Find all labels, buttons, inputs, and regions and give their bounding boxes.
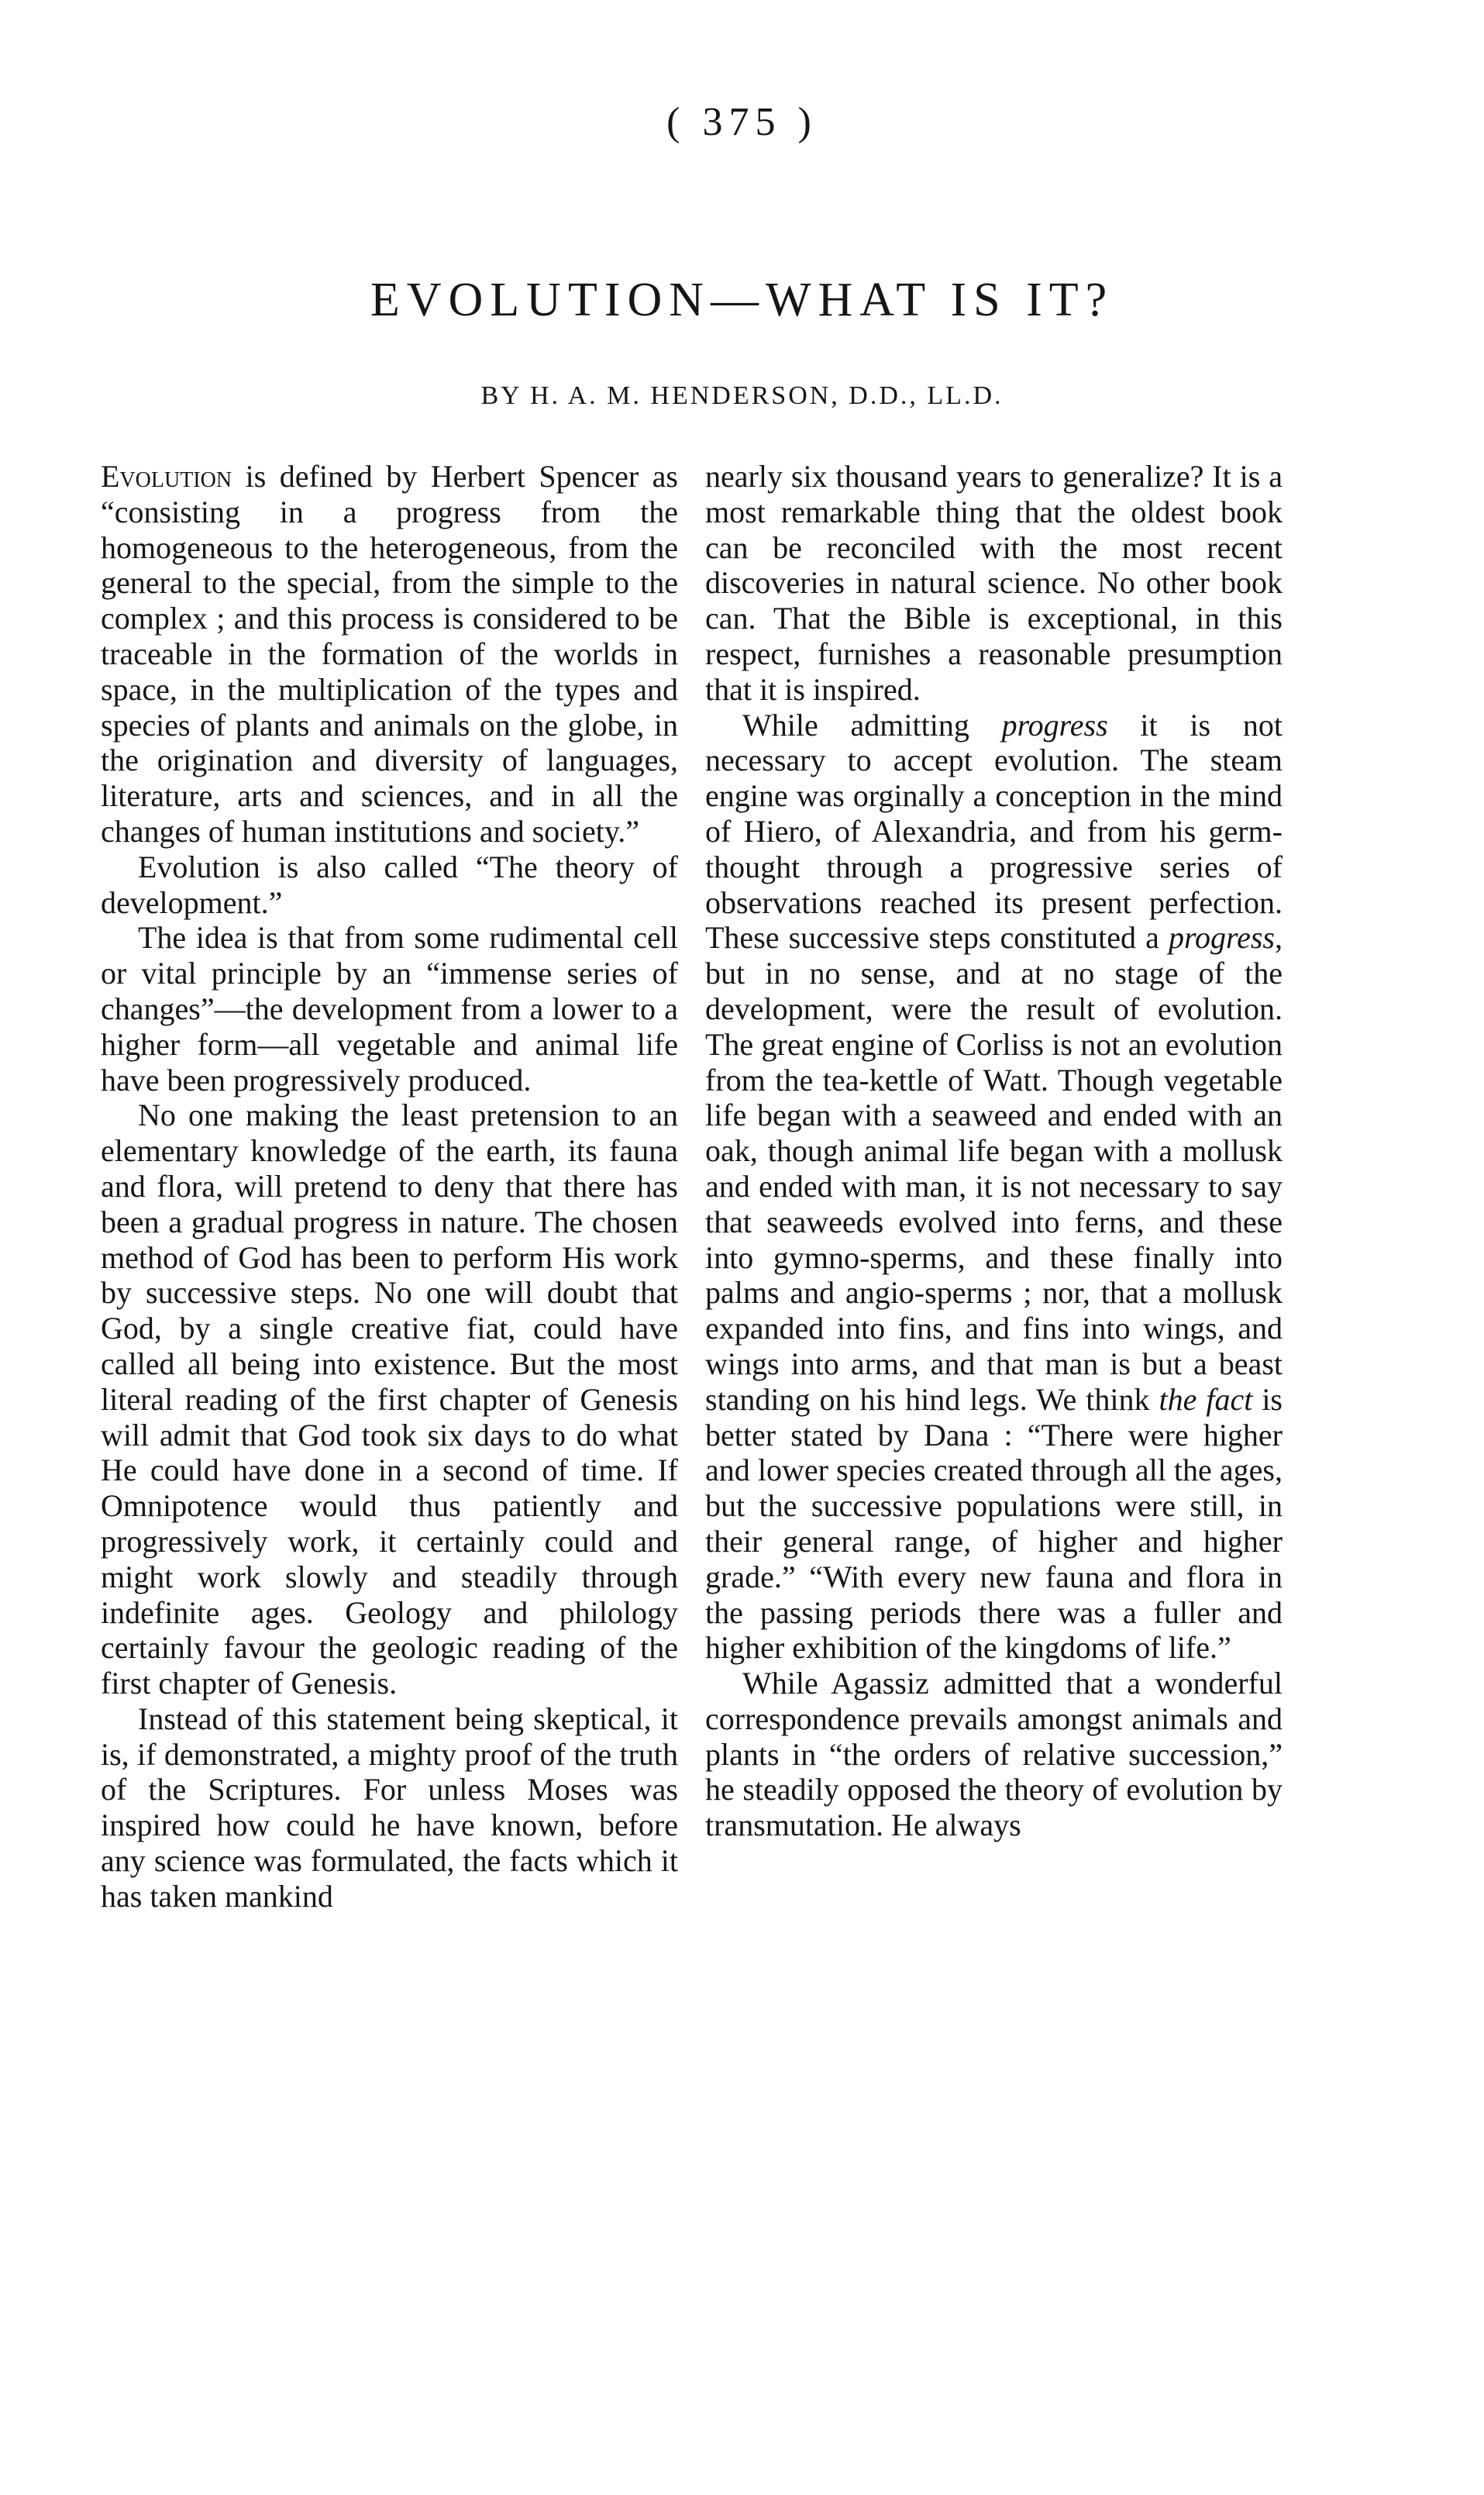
left-column — [101, 459, 678, 1914]
right-column — [705, 459, 1283, 1843]
paragraph — [101, 459, 678, 849]
byline: BY H. A. M. HENDERSON, D.D., LL.D. — [480, 381, 1004, 410]
paragraph-text: is better stated by Dana : “There were higher and lower species created through all the ages, but the successive populations were still, in their general range, of higher and higher grade.” “With every new fauna and flora in the passing periods there was a fuller and higher exhibition of the kingdoms of life.” — [705, 1381, 1283, 1666]
lead-word: Evolution — [101, 459, 232, 494]
paragraph-text: it is not necessary to accept evolution. The steam engine was orginally a conception in the mind of Hiero, of Alexandria, and from his germ-thought through a progressive series of observations reached its present perfection. These successive steps constituted a — [705, 707, 1283, 956]
paragraph: The idea is that from some rudimental cell or vital principle by an “immense series of changes”—the development from a lower to a higher form—all vegetable and animal life have been progressively produced. — [101, 920, 678, 1098]
article-title: EVOLUTION—WHAT IS IT? — [370, 274, 1114, 326]
paragraph: While Agassiz admitted that a wonderful correspondence prevails amongst animals and plants in “the orders of relative succession,” he steadily opposed the theory of evolution by transmutation. He always — [705, 1666, 1283, 1843]
emphasis: the fact — [1159, 1381, 1253, 1417]
page-number: ( 375 ) — [666, 100, 818, 144]
paragraph — [705, 708, 1283, 1666]
paragraph-text: is defined by Herbert Spencer as “consisting in a progress from the homogeneous to the heterogeneous, from the general to the special, from the simple to the complex ; and this process is considered to be traceable in the formation of the worlds in space, in the multiplication of the types and species of plants and animals on the globe, in the origination and diversity of languages, literature, arts and sciences, and in all the changes of human institutions and society.” — [101, 459, 678, 849]
paragraph: Evolution is also called “The theory of development.” — [101, 849, 678, 920]
paragraph-text: , but in no sense, and at no stage of the development, were the result of evolution. The great engine of Corliss is not an evolution from the tea-kettle of Watt. Though vegetable life began with a seaweed and ended with an oak, though animal life began with a mollusk and ended with man, it is not necessary to say that seaweeds evolved into ferns, and these into gymno-sperms, and these finally into palms and angio-sperms ; nor, that a mollusk expanded into fins, and fins into wings, and wings into arms, and that man is but a beast standing on his hind legs. We think — [705, 920, 1283, 1417]
paragraph: No one making the least pretension to an elementary knowledge of the earth, its fauna and flora, will pretend to deny that there has been a gradual progress in nature. The chosen method of God has been to perform His work by successive steps. No one will doubt that God, by a single creative fiat, could have called all being into existence. But the most literal reading of the first chapter of Genesis will admit that God took six days to do what He could have done in a second of time. If Omnipotence would thus patiently and progressively work, it certainly could and might work slowly and steadily through indefinite ages. Geology and philology certainly favour the geologic reading of the first chapter of Genesis. — [101, 1098, 678, 1701]
paragraph: Instead of this statement being skeptical, it is, if demonstrated, a mighty proof of the truth of the Scriptures. For unless Moses was inspired how could he have known, before any science was formulated, the facts which it has taken mankind — [101, 1701, 678, 1914]
paragraph: nearly six thousand years to generalize? It is a most remarkable thing that the oldest book can be reconciled with the most recent discoveries in natural science. No other book can. That the Bible is exceptional, in this respect, furnishes a reasonable presumption that it is inspired. — [705, 459, 1283, 707]
emphasis: progress — [1168, 920, 1275, 956]
paragraph-text: While admitting — [742, 707, 1002, 743]
emphasis: progress — [1001, 707, 1108, 743]
